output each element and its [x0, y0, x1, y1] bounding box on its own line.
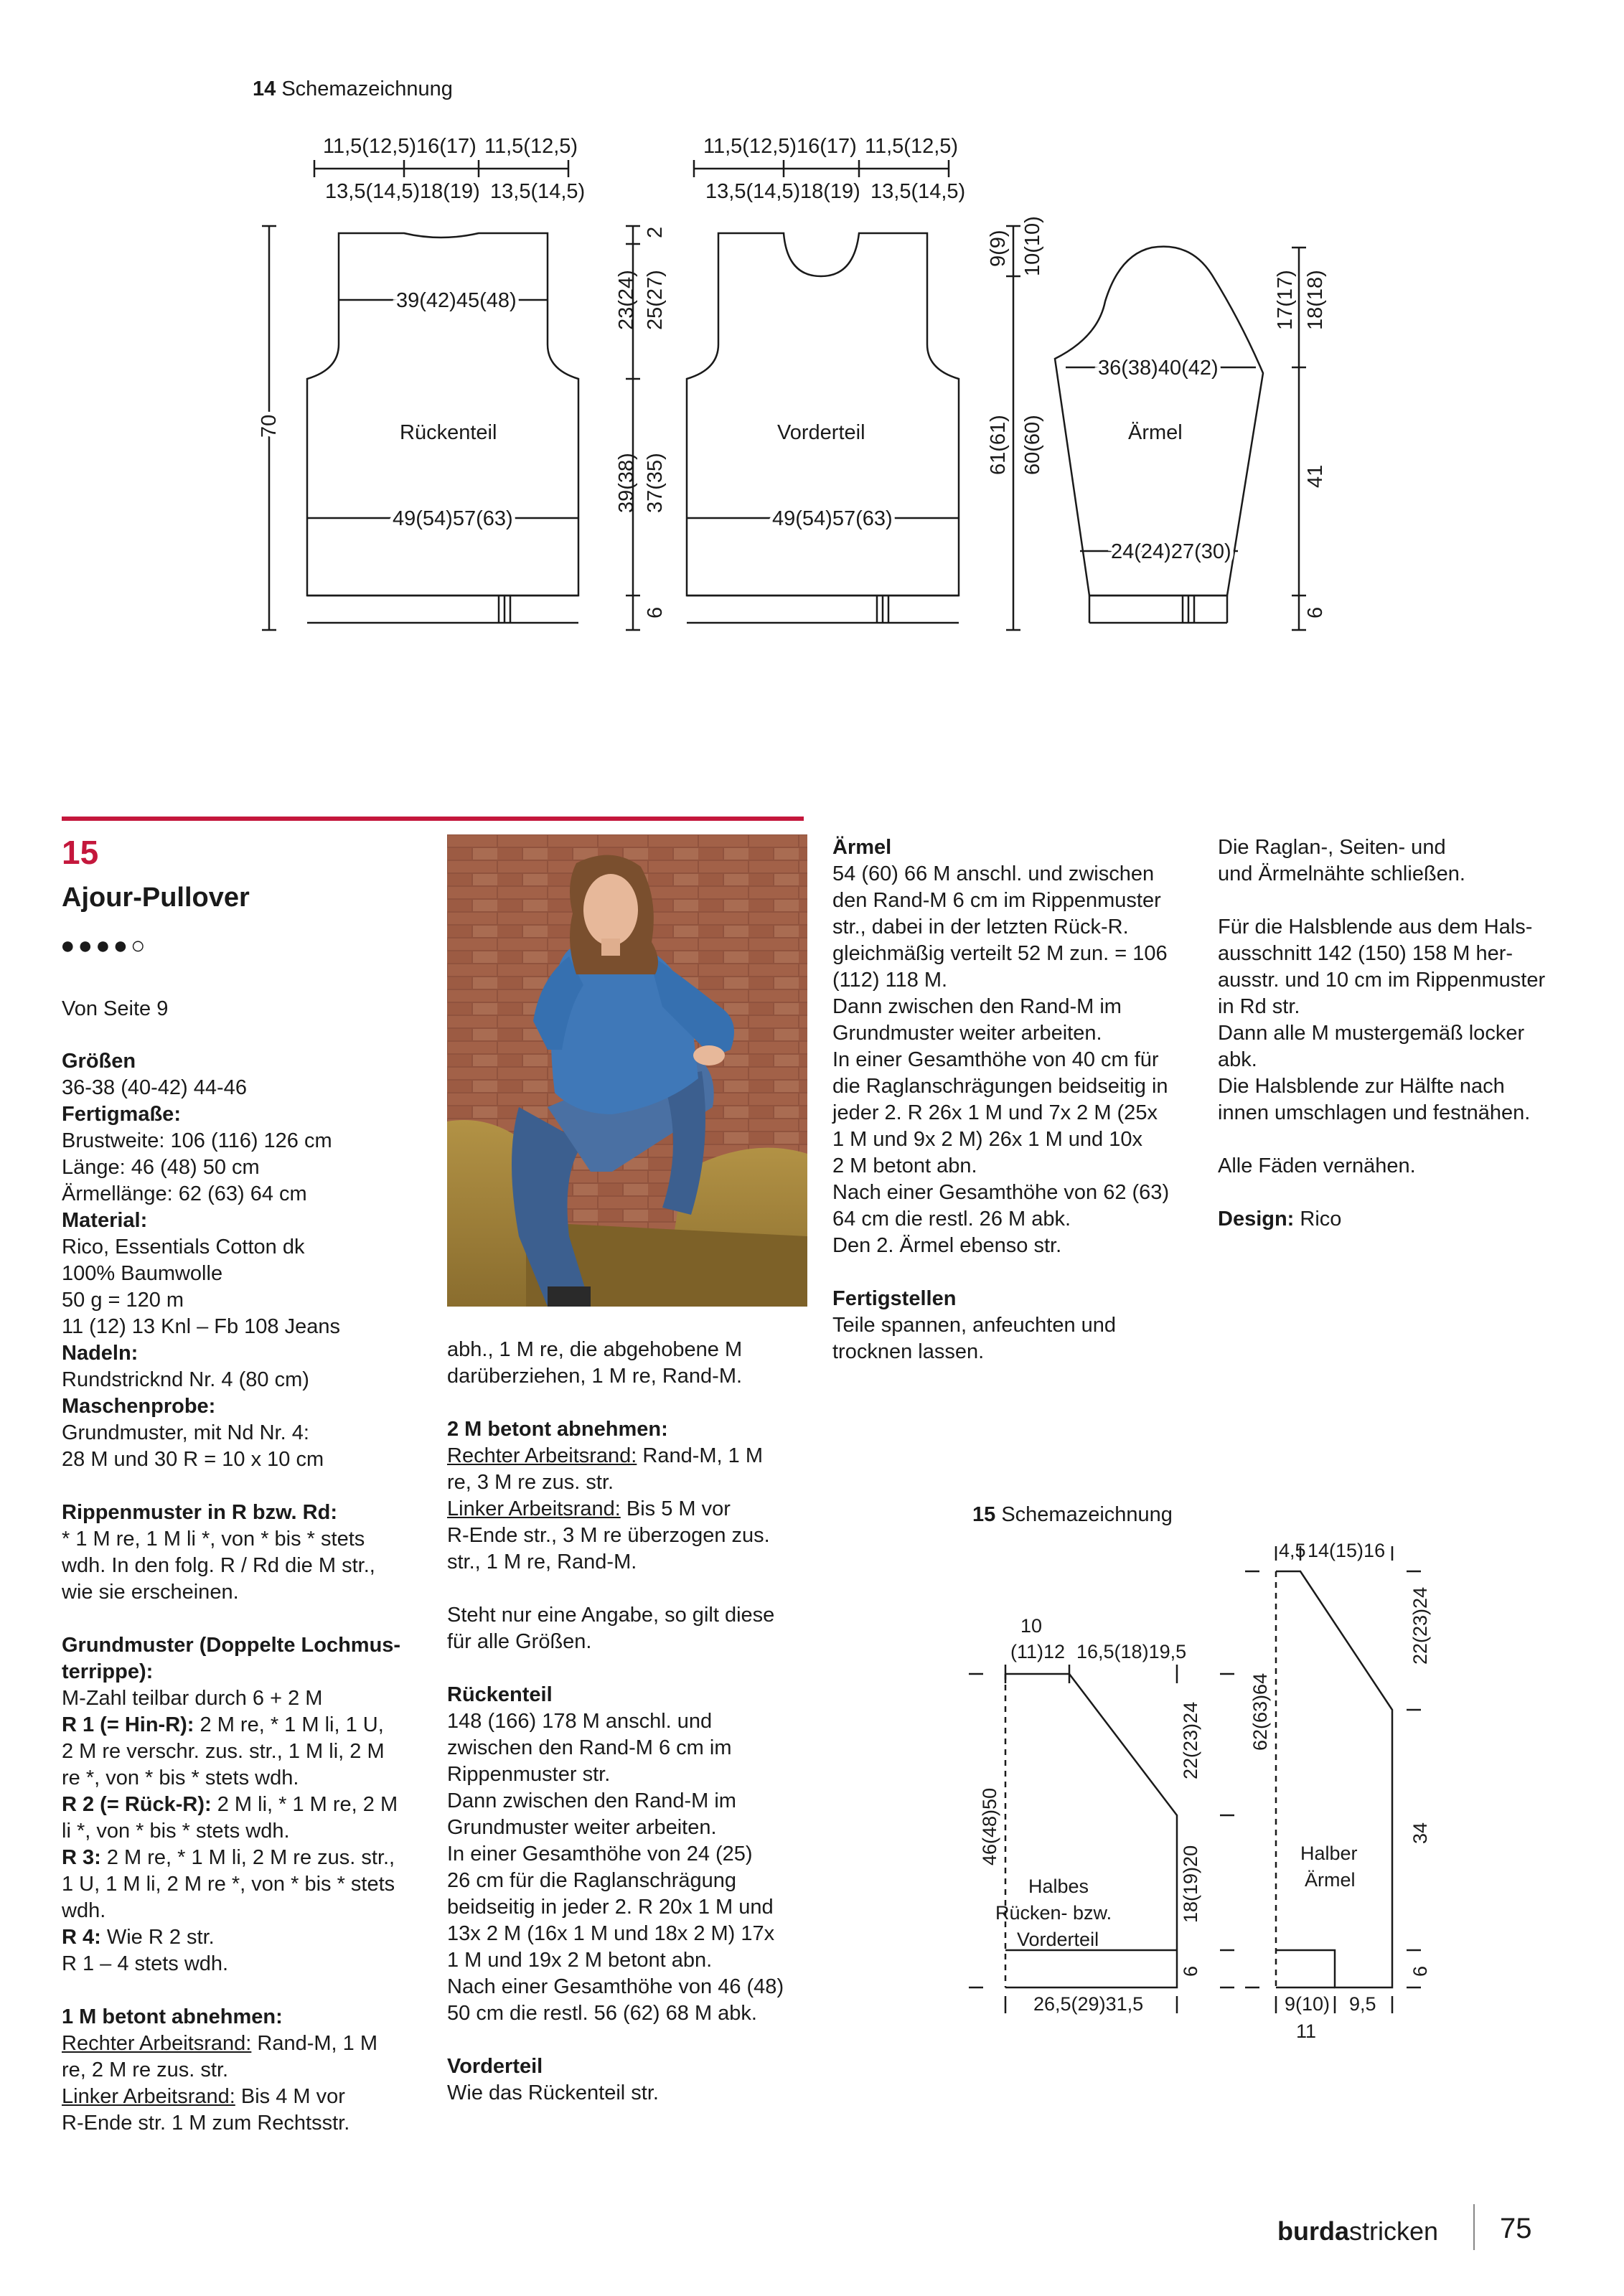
text-line	[447, 1337, 820, 1363]
line-text: str., dabei in der letzten Rück-R.	[832, 916, 1129, 938]
text-line	[832, 1126, 1213, 1153]
line-text: Dann zwischen den Rand-M im	[447, 1789, 736, 1812]
line-text: terrippe):	[62, 1660, 154, 1683]
line-text: Alle Fäden vernähen.	[1218, 1154, 1416, 1177]
line-text: 2 M re, * 1 M li, 1 U,	[194, 1713, 384, 1736]
text-line	[447, 2000, 820, 2027]
body-right-dim-2: 18(19)20	[1180, 1845, 1201, 1923]
front-top-upper-3: 11,5(12,5)	[865, 135, 959, 158]
line-text: Länge: 46 (48) 50 cm	[62, 1156, 260, 1179]
sleeve15-top-a: 4,5	[1279, 1540, 1306, 1561]
line-text: abk.	[1218, 1048, 1257, 1071]
back-top-lower-2: 18(19)	[420, 180, 480, 203]
line-text: * 1 M re, 1 M li *, von * bis * stets	[62, 1528, 365, 1551]
text-line	[62, 1208, 435, 1234]
line-text: Den 2. Ärmel ebenso str.	[832, 1234, 1062, 1257]
body-label-3: Vorderteil	[1017, 1929, 1099, 1950]
line-text: Teile spannen, anfeuchten und	[832, 1314, 1117, 1337]
text-line	[832, 1047, 1213, 1073]
front-top-upper-1: 11,5(12,5)	[703, 135, 797, 158]
text-line	[62, 1739, 435, 1765]
text-line	[62, 1685, 435, 1712]
text-line	[832, 914, 1213, 941]
text-line	[832, 1153, 1213, 1180]
line-text: ausschnitt 142 (150) 158 M her-	[1218, 942, 1513, 965]
line-text: Steht nur eine Angabe, so gilt diese	[447, 1604, 775, 1627]
line-text: Bis 4 M vor	[235, 2085, 345, 2108]
text-line	[447, 1443, 820, 1469]
inline-label: Linker Arbeitsrand:	[62, 2085, 235, 2108]
text-line	[832, 1180, 1213, 1206]
diagram-14-title: Schemazeichnung	[281, 77, 453, 100]
sleeve-dim-6: 6	[1304, 606, 1327, 618]
text-line	[62, 1446, 435, 1473]
text-block	[62, 1632, 435, 1977]
line-text: die Raglanschrägungen beidseitig in	[832, 1075, 1168, 1098]
line-text: und Ärmelnähte schließen.	[1218, 862, 1465, 885]
back-top-upper-3: 11,5(12,5)	[484, 135, 578, 158]
text-line	[832, 1339, 1213, 1365]
line-text: Rippenmuster str.	[447, 1763, 611, 1786]
line-text: 64 cm die restl. 26 M abk.	[832, 1208, 1071, 1231]
line-text: Rückenteil	[447, 1683, 553, 1706]
text-line	[1218, 1100, 1620, 1126]
line-text: 54 (60) 66 M anschl. und zwischen	[832, 862, 1155, 885]
diagram-15-number: 15	[972, 1503, 996, 1526]
body-bottom-dim: 26,5(29)31,5	[1033, 1993, 1144, 2015]
line-text: M-Zahl teilbar durch 6 + 2 M	[62, 1687, 323, 1710]
line-text: für alle Größen.	[447, 1630, 592, 1653]
back-width-label: 49(54)57(63)	[393, 507, 513, 530]
text-line	[62, 1500, 435, 1526]
text-block	[62, 1048, 435, 1473]
line-text: Grundmuster (Doppelte Lochmus-	[62, 1634, 401, 1657]
text-line	[1218, 1047, 1620, 1073]
text-block	[62, 2004, 435, 2137]
line-text: Die Raglan-, Seiten- und	[1218, 836, 1446, 859]
text-line	[832, 1233, 1213, 1259]
footer-brand-bold: burda	[1277, 2216, 1350, 2246]
text-line	[447, 1894, 820, 1921]
text-line	[62, 1871, 435, 1898]
line-text: ausstr. und 10 cm im Rippenmuster	[1218, 969, 1546, 992]
line-text: Fertigstellen	[832, 1287, 957, 1310]
text-line	[447, 1735, 820, 1761]
line-text: Vorderteil	[447, 2055, 543, 2078]
text-block	[1218, 914, 1620, 1126]
pattern-title: Ajour-Pullover	[62, 883, 250, 913]
text-block	[447, 1682, 820, 2027]
line-text: 100% Baumwolle	[62, 1262, 223, 1285]
back-dim-39-38: 39(38)	[615, 453, 638, 513]
text-line	[1218, 1206, 1620, 1233]
diagram-15-heading	[972, 1502, 1173, 1528]
text-block	[62, 1500, 435, 1606]
sleeve-dim-17: 17(17)	[1274, 270, 1297, 330]
pattern-number: 15	[62, 834, 99, 871]
line-text: innen umschlagen und festnähen.	[1218, 1101, 1531, 1124]
line-text: Nach einer Gesamthöhe von 62 (63)	[832, 1181, 1170, 1204]
line-text: wdh.	[62, 1899, 106, 1922]
face	[583, 874, 638, 946]
sleeve15-right-dim-2: 34	[1409, 1822, 1431, 1844]
text-line	[447, 1921, 820, 1947]
line-text: li *, von * bis * stets wdh.	[62, 1820, 290, 1843]
text-line	[62, 1234, 435, 1261]
line-text: 1 M betont abnehmen:	[62, 2005, 283, 2028]
line-text: R-Ende str., 3 M re überzogen zus.	[447, 1524, 770, 1547]
text-line	[62, 1924, 435, 1951]
text-line	[62, 1845, 435, 1871]
text-block	[447, 1416, 820, 1576]
line-text: 148 (166) 178 M anschl. und	[447, 1710, 713, 1733]
text-line	[62, 1765, 435, 1792]
text-line	[62, 1659, 435, 1685]
text-line	[62, 1951, 435, 1977]
text-line	[1218, 914, 1620, 941]
inline-label: Rechter Arbeitsrand:	[62, 2032, 252, 2055]
body-label-2: Rücken- bzw.	[995, 1902, 1112, 1924]
line-text: Fertigmaße:	[62, 1103, 181, 1126]
text-column-3	[832, 834, 1213, 1392]
line-text: gleichmäßig verteilt 52 M zun. = 106	[832, 942, 1168, 965]
text-line	[832, 861, 1213, 888]
text-line	[62, 2110, 435, 2137]
text-line	[447, 2053, 820, 2080]
line-text: Rippenmuster in R bzw. Rd:	[62, 1501, 337, 1524]
sleeve-upper-width: 36(38)40(42)	[1098, 357, 1219, 380]
line-text: Ärmel	[832, 836, 892, 859]
text-line	[62, 1128, 435, 1154]
line-text: re *, von * bis * stets wdh.	[62, 1766, 299, 1789]
body-label-1: Halbes	[1028, 1876, 1089, 1897]
line-text: Bis 5 M vor	[620, 1497, 731, 1520]
half-sleeve-outline	[1276, 1571, 1392, 1987]
body-right-dim-3: 6	[1180, 1965, 1201, 1977]
footer-brand-rest: stricken	[1349, 2216, 1439, 2246]
text-line	[1218, 834, 1620, 861]
text-line	[62, 1101, 435, 1128]
front-dim-60-60: 60(60)	[1021, 415, 1044, 475]
text-line	[62, 1579, 435, 1606]
sleeve-label: Ärmel	[1128, 421, 1183, 444]
line-text: R 1 – 4 stets wdh.	[62, 1952, 229, 1975]
text-block	[1218, 1153, 1620, 1180]
back-dim-23-24: 23(24)	[615, 270, 638, 330]
sleeve15-bottom-c: 9,5	[1349, 1993, 1376, 2015]
front-dim-10-10: 10(10)	[1021, 216, 1044, 276]
inline-label: Linker Arbeitsrand:	[447, 1497, 621, 1520]
line-text: jeder 2. R 26x 1 M und 7x 2 M (25x	[832, 1101, 1158, 1124]
front-dim-61-61: 61(61)	[987, 415, 1010, 475]
line-text: In einer Gesamthöhe von 40 cm für	[832, 1048, 1159, 1071]
line-text: 1 M und 19x 2 M betont abn.	[447, 1949, 713, 1972]
line-text: 2 M betont abn.	[832, 1154, 977, 1177]
front-label: Vorderteil	[777, 421, 865, 444]
text-block	[1218, 1206, 1620, 1233]
sleeve15-right-dim-1: 22(23)24	[1409, 1586, 1431, 1665]
model-photo	[447, 834, 807, 1307]
back-dim-37-35: 37(35)	[644, 453, 667, 513]
text-block	[447, 2053, 820, 2107]
front-width-label: 49(54)57(63)	[772, 507, 893, 530]
text-column-4	[1218, 834, 1620, 1259]
inline-label: R 4:	[62, 1926, 101, 1949]
sleeve15-bottom-a: 9(10)	[1285, 1993, 1330, 2015]
line-text: Rand-M, 1 M	[637, 1444, 764, 1467]
text-line	[1218, 967, 1620, 994]
diagram-14	[0, 0, 1624, 718]
line-text: 50 cm die restl. 56 (62) 68 M abk.	[447, 2002, 757, 2025]
text-line	[832, 888, 1213, 914]
diagram-15	[933, 1528, 1435, 2059]
line-text: Rand-M, 1 M	[251, 2032, 378, 2055]
text-line	[832, 1312, 1213, 1339]
text-line	[62, 2031, 435, 2057]
body-right-dim-1: 22(23)24	[1180, 1701, 1201, 1779]
line-text: Ärmellänge: 62 (63) 64 cm	[62, 1182, 307, 1205]
front-top-lower-3: 13,5(14,5)	[870, 180, 966, 203]
line-text: Grundmuster weiter arbeiten.	[832, 1022, 1102, 1045]
text-block	[1218, 834, 1620, 888]
line-text: 50 g = 120 m	[62, 1289, 184, 1312]
line-text: Brustweite: 106 (116) 126 cm	[62, 1129, 332, 1152]
text-line	[62, 1048, 435, 1075]
sleeve-dim-41: 41	[1304, 464, 1327, 488]
body-top-b: (11)12	[1010, 1641, 1066, 1662]
text-line	[62, 1818, 435, 1845]
line-text: Grundmuster, mit Nd Nr. 4:	[62, 1421, 309, 1444]
text-line	[832, 941, 1213, 967]
line-text: 2 M li, * 1 M re, 2 M	[211, 1793, 398, 1816]
text-line	[832, 834, 1213, 861]
text-line	[62, 1181, 435, 1208]
line-text: wie sie erscheinen.	[62, 1581, 239, 1604]
line-text: in Rd str.	[1218, 995, 1300, 1018]
text-line	[447, 1523, 820, 1549]
text-line	[832, 1206, 1213, 1233]
text-block	[447, 1602, 820, 1655]
text-line	[832, 1020, 1213, 1047]
text-line	[62, 1075, 435, 1101]
text-line	[62, 1261, 435, 1287]
text-line	[1218, 1153, 1620, 1180]
text-line	[62, 1792, 435, 1818]
back-piece-outline	[307, 233, 578, 596]
back-dim-6: 6	[644, 606, 667, 618]
line-text: 2 M betont abnehmen:	[447, 1418, 668, 1441]
text-line	[447, 1788, 820, 1815]
sleeve15-right-dim-3: 6	[1409, 1965, 1431, 1977]
text-line	[62, 2004, 435, 2031]
back-label: Rückenteil	[400, 421, 497, 444]
text-line	[1218, 941, 1620, 967]
text-line	[62, 1154, 435, 1181]
diagram-15-title: Schemazeichnung	[1001, 1503, 1173, 1526]
text-line	[62, 1314, 435, 1340]
line-text: 36-38 (40-42) 44-46	[62, 1076, 247, 1099]
back-top-upper-2: 16(17)	[416, 135, 477, 158]
footer-divider	[1473, 2204, 1475, 2250]
front-top-upper-2: 16(17)	[797, 135, 857, 158]
text-line	[447, 2080, 820, 2107]
text-line	[62, 2057, 435, 2084]
text-line	[447, 1496, 820, 1523]
text-line	[62, 1553, 435, 1579]
line-text: Nach einer Gesamthöhe von 46 (48)	[447, 1975, 784, 1998]
text-line	[1218, 994, 1620, 1020]
text-column-1	[62, 1048, 435, 2163]
line-text: zwischen den Rand-M 6 cm im	[447, 1736, 732, 1759]
text-line	[62, 1712, 435, 1739]
text-line	[62, 1287, 435, 1314]
text-line	[62, 1340, 435, 1367]
line-text: 13x 2 M (16x 1 M und 18x 2 M) 17x	[447, 1922, 775, 1945]
text-line	[447, 1868, 820, 1894]
inline-label: R 1 (= Hin-R):	[62, 1713, 194, 1736]
line-text: beidseitig in jeder 2. R 20x 1 M und	[447, 1896, 774, 1919]
line-text: 2 M re, * 1 M li, 2 M re zus. str.,	[100, 1846, 395, 1869]
text-line	[62, 1526, 435, 1553]
line-text: re, 2 M re zus. str.	[62, 2059, 229, 2081]
back-dim-2: 2	[644, 226, 667, 238]
diagram-14-number: 14	[253, 77, 276, 100]
text-line	[447, 1761, 820, 1788]
text-line	[447, 1363, 820, 1390]
line-text: str., 1 M re, Rand-M.	[447, 1551, 637, 1573]
line-text: den Rand-M 6 cm im Rippenmuster	[832, 889, 1161, 912]
sleeve15-label-1: Halber	[1300, 1843, 1358, 1864]
section-accent-rule	[62, 817, 804, 821]
text-line	[1218, 1020, 1620, 1047]
difficulty-rating: ●●●●○	[60, 932, 149, 959]
sleeve-lower-width: 24(24)27(30)	[1111, 540, 1231, 563]
sleeve15-left-dim: 62(63)64	[1249, 1672, 1271, 1751]
line-text: abh., 1 M re, die abgehobene M	[447, 1338, 743, 1361]
body-top-c: 16,5(18)19,5	[1076, 1641, 1187, 1662]
hand	[693, 1045, 725, 1065]
line-text: 1 M und 9x 2 M) 26x 1 M und 10x	[832, 1128, 1142, 1151]
front-piece-outline	[687, 233, 959, 596]
text-line	[447, 1682, 820, 1708]
line-text: darüberziehen, 1 M re, Rand-M.	[447, 1365, 743, 1388]
text-line	[832, 967, 1213, 994]
text-line	[1218, 1073, 1620, 1100]
line-text: 26 cm für die Raglanschrägung	[447, 1869, 737, 1892]
line-text: Material:	[62, 1209, 148, 1232]
line-text: R-Ende str. 1 M zum Rechtsstr.	[62, 2112, 350, 2135]
front-top-lower-2: 18(19)	[800, 180, 860, 203]
text-line	[62, 1632, 435, 1659]
text-line	[447, 1602, 820, 1629]
sleeve15-bottom-b: 11	[1296, 2020, 1317, 2042]
back-dim-25-27: 25(27)	[644, 270, 667, 330]
text-line	[447, 1469, 820, 1496]
line-text: 2 M re verschr. zus. str., 1 M li, 2 M	[62, 1740, 385, 1763]
text-line	[832, 1100, 1213, 1126]
line-text: Grundmuster weiter arbeiten.	[447, 1816, 717, 1839]
text-line	[62, 1420, 435, 1446]
text-line	[447, 1629, 820, 1655]
line-text: Größen	[62, 1050, 136, 1073]
line-text: re, 3 M re zus. str.	[447, 1471, 614, 1494]
body-top-a: 10	[1020, 1615, 1043, 1637]
back-height-label: 70	[258, 414, 281, 438]
from-page: Von Seite 9	[62, 997, 169, 1020]
line-text: Dann alle M mustergemäß locker	[1218, 1022, 1525, 1045]
text-line	[447, 1841, 820, 1868]
line-text: (112) 118 M.	[832, 969, 948, 992]
inline-label: Rechter Arbeitsrand:	[447, 1444, 637, 1467]
shoe	[548, 1286, 591, 1307]
inline-label: R 2 (= Rück-R):	[62, 1793, 212, 1816]
sleeve15-label-2: Ärmel	[1305, 1869, 1356, 1891]
sleeve-dim-18: 18(18)	[1304, 270, 1327, 330]
text-line	[62, 1367, 435, 1393]
text-block	[447, 1337, 820, 1390]
line-text: Für die Halsblende aus dem Hals-	[1218, 916, 1533, 938]
text-line	[447, 1974, 820, 2000]
inline-label: Design:	[1218, 1208, 1295, 1231]
back-top-lower-3: 13,5(14,5)	[490, 180, 586, 203]
text-line	[832, 1286, 1213, 1312]
line-text: Wie das Rückenteil str.	[447, 2081, 659, 2104]
line-text: 11 (12) 13 Knl – Fb 108 Jeans	[62, 1315, 340, 1338]
line-text: Rico, Essentials Cotton dk	[62, 1236, 305, 1258]
text-column-2	[447, 1337, 820, 2133]
text-line	[832, 1073, 1213, 1100]
front-top-lower-1: 13,5(14,5)	[705, 180, 801, 203]
back-top-upper-1: 11,5(12,5)	[323, 135, 417, 158]
body-left-dim: 46(48)50	[979, 1787, 1000, 1866]
line-text: Nadeln:	[62, 1342, 139, 1365]
line-text: Dann zwischen den Rand-M im	[832, 995, 1122, 1018]
front-dim-9-9: 9(9)	[987, 230, 1010, 267]
text-block	[832, 834, 1213, 1259]
line-text: Die Halsblende zur Hälfte nach	[1218, 1075, 1505, 1098]
text-line	[447, 1549, 820, 1576]
back-chest-label: 39(42)45(48)	[396, 289, 517, 312]
text-line	[62, 1898, 435, 1924]
line-text: trocknen lassen.	[832, 1340, 985, 1363]
line-text: wdh. In den folg. R / Rd die M str.,	[62, 1554, 375, 1577]
text-block	[832, 1286, 1213, 1365]
inline-label: R 3:	[62, 1846, 101, 1869]
text-line	[832, 994, 1213, 1020]
line-text: Wie R 2 str.	[100, 1926, 215, 1949]
line-text: 1 U, 1 M li, 2 M re *, von * bis * stets	[62, 1873, 395, 1896]
back-top-lower-1: 13,5(14,5)	[325, 180, 421, 203]
text-line	[447, 1815, 820, 1841]
line-text: 28 M und 30 R = 10 x 10 cm	[62, 1448, 324, 1471]
line-text: Maschenprobe:	[62, 1395, 216, 1418]
text-line	[447, 1708, 820, 1735]
page-number: 75	[1500, 2213, 1532, 2244]
line-text: Rundstricknd Nr. 4 (80 cm)	[62, 1368, 309, 1391]
footer-brand	[1277, 2216, 1438, 2247]
sleeve15-top-b: 14(15)16	[1308, 1540, 1386, 1561]
line-text: Rico	[1294, 1208, 1342, 1231]
text-line	[447, 1416, 820, 1443]
text-line	[62, 2084, 435, 2110]
text-line	[447, 1947, 820, 1974]
text-line	[1218, 861, 1620, 888]
line-text: In einer Gesamthöhe von 24 (25)	[447, 1843, 753, 1866]
text-line	[62, 1393, 435, 1420]
